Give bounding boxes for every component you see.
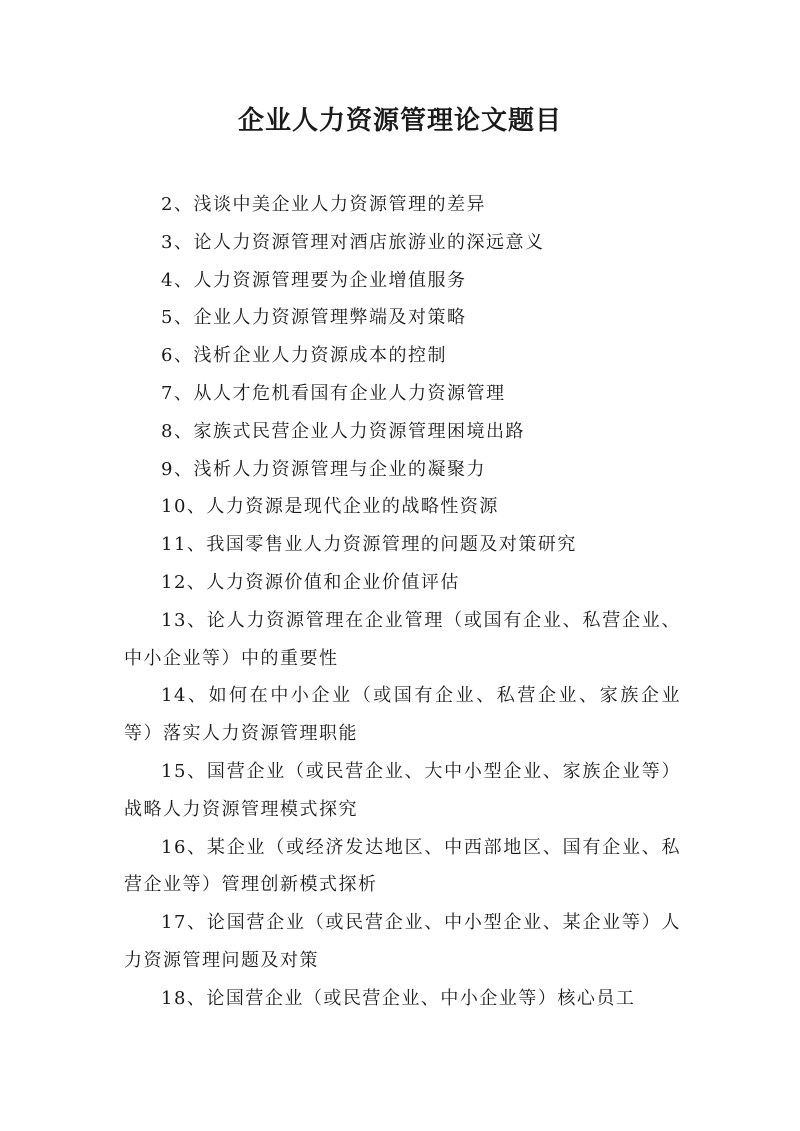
list-item: 2、浅谈中美企业人力资源管理的差异 — [161, 194, 486, 215]
topic-list — [124, 186, 681, 1018]
list-item: 9、浅析人力资源管理与企业的凝聚力 — [161, 458, 486, 480]
list-item: 5、企业人力资源管理弊端及对策略 — [161, 307, 467, 329]
list-item: 15、国营企业（或民营企业、大中小型企业、家族企业等）战略人力资源管理模式探究 — [124, 760, 681, 820]
list-item: 11、我国零售业人力资源管理的问题及对策研究 — [161, 534, 577, 556]
list-item: 18、论国营企业（或民营企业、中小企业等）核心员工 — [161, 987, 636, 1009]
list-item: 17、论国营企业（或民营企业、中小型企业、某企业等）人力资源管理问题及对策 — [124, 912, 681, 971]
list-item: 13、论人力资源管理在企业管理（或国有企业、私营企业、中小企业等）中的重要性 — [124, 609, 681, 669]
list-item: 4、人力资源管理要为企业增值服务 — [161, 269, 467, 291]
list-item: 7、从人才危机看国有企业人力资源管理 — [161, 382, 506, 404]
list-item: 16、某企业（或经济发达地区、中西部地区、国有企业、私营企业等）管理创新模式探析 — [124, 836, 681, 896]
list-item: 6、浅析企业人力资源成本的控制 — [161, 345, 447, 367]
document-title: 企业人力资源管理论文题目 — [237, 106, 562, 136]
list-item: 10、人力资源是现代企业的战略性资源 — [161, 496, 499, 518]
list-item: 14、如何在中小企业（或国有企业、私营企业、家族企业等）落实人力资源管理职能 — [124, 685, 681, 745]
list-item: 12、人力资源价值和企业价值评估 — [161, 571, 460, 593]
list-item: 8、家族式民营企业人力资源管理困境出路 — [161, 420, 525, 442]
list-item: 3、论人力资源管理对酒店旅游业的深远意义 — [161, 231, 545, 253]
